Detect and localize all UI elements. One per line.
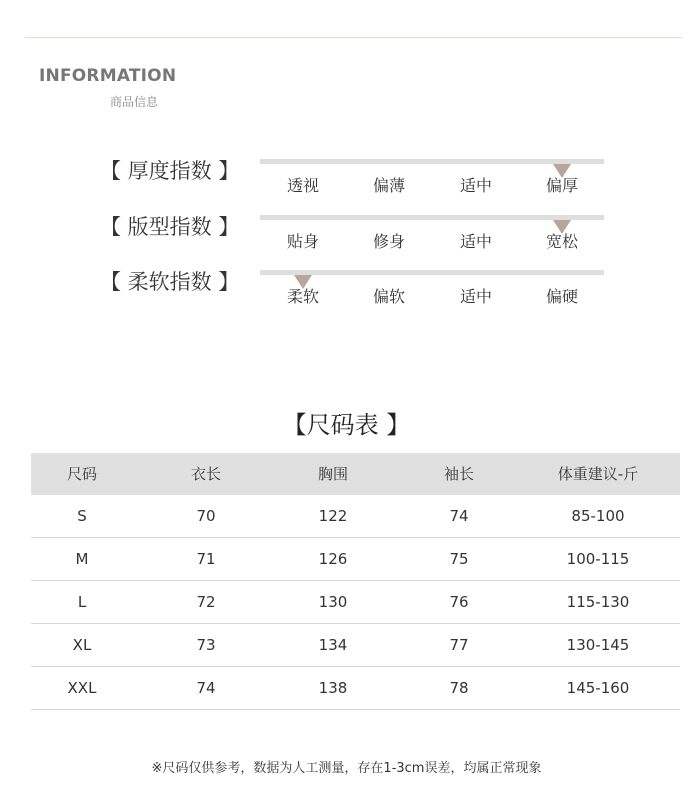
index-option: 贴身 — [286, 232, 319, 251]
table-cell: XL — [72, 636, 92, 654]
table-cell: 115-130 — [566, 593, 630, 611]
section-title-cn: 商品信息 — [110, 95, 159, 109]
table-cell: 75 — [449, 550, 469, 568]
table-cell: 85-100 — [571, 507, 625, 525]
index-option: 适中 — [459, 287, 492, 306]
index-label: 【 版型指数 】 — [100, 215, 240, 239]
table-cell: 70 — [196, 507, 216, 525]
table-row — [31, 495, 680, 538]
table-row — [31, 667, 680, 710]
index-option: 适中 — [459, 176, 492, 195]
header-cell-size: 尺码 — [66, 465, 97, 483]
table-cell: M — [75, 550, 89, 568]
index-label: 【 厚度指数 】 — [100, 159, 240, 183]
header-cell-sleeve: 袖长 — [443, 465, 474, 483]
table-cell: 78 — [449, 679, 469, 697]
footnote: ※尺码仅供参考，数据为人工测量，存在1-3cm误差，均属正常现象 — [151, 761, 542, 776]
index-row-thickness — [0, 155, 693, 205]
table-cell: 134 — [318, 636, 348, 654]
table-cell: XXL — [67, 679, 97, 697]
header-cell-chest: 胸围 — [317, 465, 348, 483]
index-row-fit — [0, 211, 693, 261]
table-cell: 100-115 — [566, 550, 630, 568]
top-divider — [25, 37, 682, 38]
table-cell: 145-160 — [566, 679, 630, 697]
index-option: 偏软 — [372, 287, 405, 306]
table-cell: 74 — [196, 679, 216, 697]
table-cell: 138 — [318, 679, 348, 697]
table-cell: S — [77, 507, 87, 525]
table-cell: 72 — [196, 593, 216, 611]
table-cell: 76 — [449, 593, 469, 611]
index-option: 透视 — [286, 176, 319, 195]
table-cell: 130 — [318, 593, 348, 611]
size-table-title: 【尺码表 】 — [282, 411, 411, 439]
index-option: 适中 — [459, 232, 492, 251]
table-cell: 77 — [449, 636, 469, 654]
index-option: 偏薄 — [372, 176, 405, 195]
index-row-softness — [0, 266, 693, 316]
table-cell: 71 — [196, 550, 216, 568]
table-row — [31, 624, 680, 667]
section-title-en: INFORMATION — [39, 66, 177, 86]
table-cell: L — [77, 593, 87, 611]
header-cell-weight: 体重建议-斤 — [557, 465, 639, 483]
table-cell: 73 — [196, 636, 216, 654]
size-table — [31, 453, 680, 710]
header-cell-length: 衣长 — [190, 465, 221, 483]
table-cell: 126 — [318, 550, 348, 568]
index-option: 偏厚 — [545, 176, 578, 195]
index-option: 宽松 — [545, 232, 578, 251]
table-row — [31, 538, 680, 581]
table-header-row — [31, 453, 680, 495]
table-cell: 122 — [318, 507, 348, 525]
index-option: 柔软 — [286, 287, 319, 306]
index-option: 修身 — [372, 232, 405, 251]
table-cell: 74 — [449, 507, 469, 525]
table-body — [31, 495, 680, 710]
index-label: 【 柔软指数 】 — [100, 270, 240, 294]
index-option: 偏硬 — [545, 287, 578, 306]
table-cell: 130-145 — [566, 636, 630, 654]
table-row — [31, 581, 680, 624]
